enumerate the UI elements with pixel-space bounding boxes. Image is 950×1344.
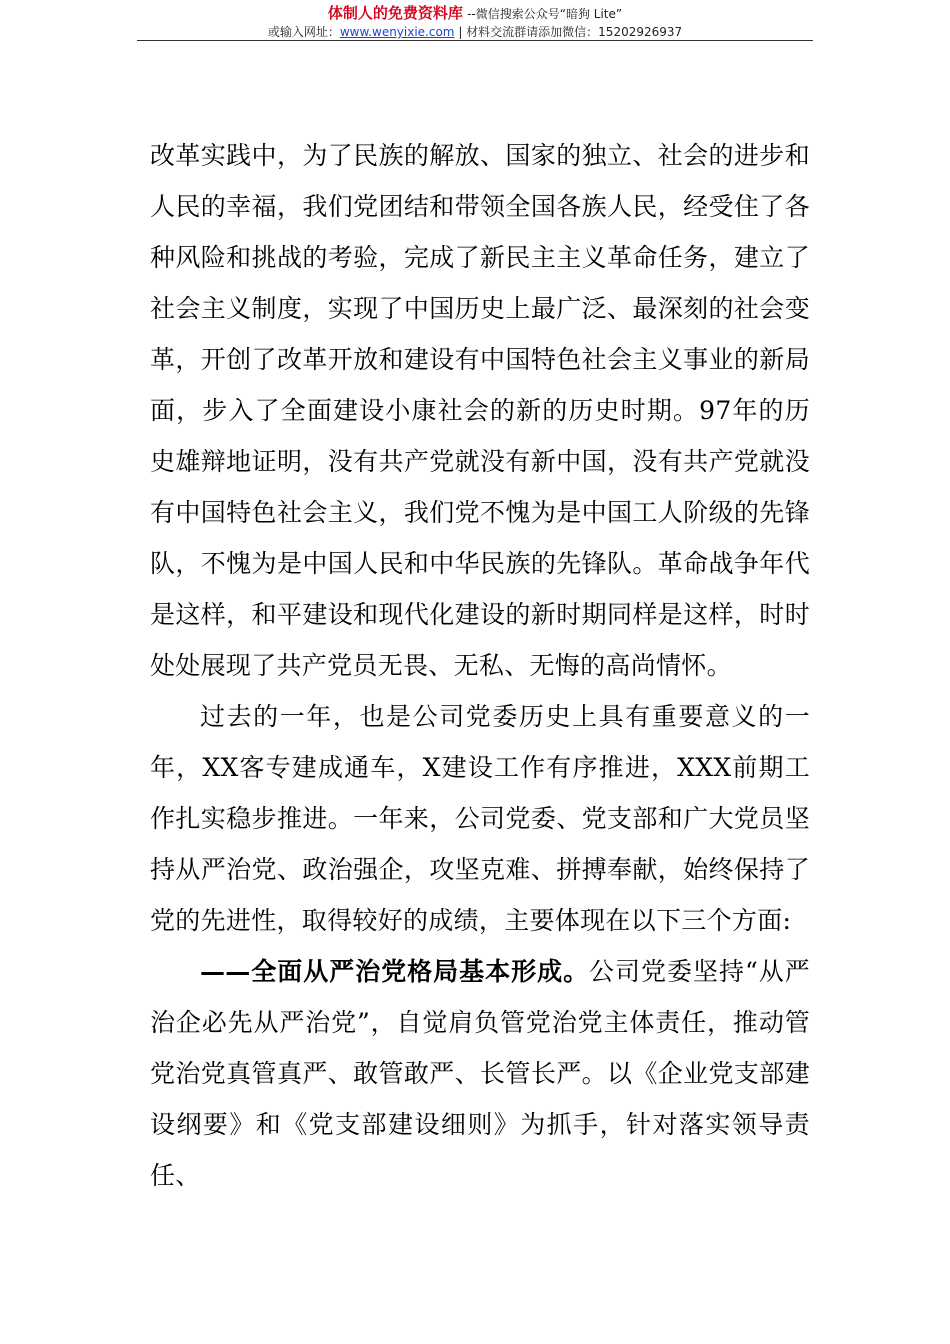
url-prefix: 或输入网址： — [267, 25, 340, 39]
paragraph-3-heading: ——全面从严治党格局基本形成。 — [200, 957, 590, 986]
paragraph-2: 过去的一年，也是公司党委历史上具有重要意义的一年，XX客专建成通车，X建设工作有序推进，XXX前期工作扎实稳步推进。一年来，公司党委、党支部和广大党员坚持从严治党、政治强企，攻坚克难、拼搏奉献，始终保持了党的先进性，取得较好的成绩，主要体现在以下三个方面: — [150, 702, 810, 935]
header-line-1 — [0, 4, 950, 24]
page-header — [0, 4, 950, 41]
paragraph-1: 改革实践中，为了民族的解放、国家的独立、社会的进步和人民的幸福，我们党团结和带领全国各族人民，经受住了各种风险和挑战的考验，完成了新民主主义革命任务，建立了社会主义制度，实现了中国历史上最广泛、最深刻的社会变革，开创了改革开放和建设有中国特色社会主义事业的新局面，步入了全面建设小康社会的新的历史时期。97年的历史雄辩地证明，没有共产党就没有新中国，没有共产党就没有中国特色社会主义，我们党不愧为是中国工人阶级的先锋队，不愧为是中国人民和中华民族的先锋队。革命战争年代是这样，和平建设和现代化建设的新时期同样是这样，时时处处展现了共产党员无畏、无私、无悔的高尚情怀。 — [150, 141, 810, 680]
paragraph-3-text: 公司党委坚持“从严治企必先从严治党”，自觉肩负管党治党主体责任，推动管党治党真管真严、敢管敢严、长管长严。以《企业党支部建设纲要》和《党支部建设细则》为抓手，针对落实领导责任、 — [150, 957, 810, 1190]
paragraph-3 — [150, 946, 810, 1201]
brand-title: 体制人的免费资料库 — [327, 4, 463, 22]
header-line-2 — [0, 24, 950, 41]
wechat-note: --微信搜索公众号“暗狗 Lite” — [467, 7, 623, 21]
website-link[interactable]: www.wenyixie.com — [339, 25, 455, 39]
document-body — [150, 130, 810, 1201]
header-divider — [137, 40, 813, 41]
contact-note: | 材料交流群请添加微信：15202926937 — [454, 25, 683, 39]
